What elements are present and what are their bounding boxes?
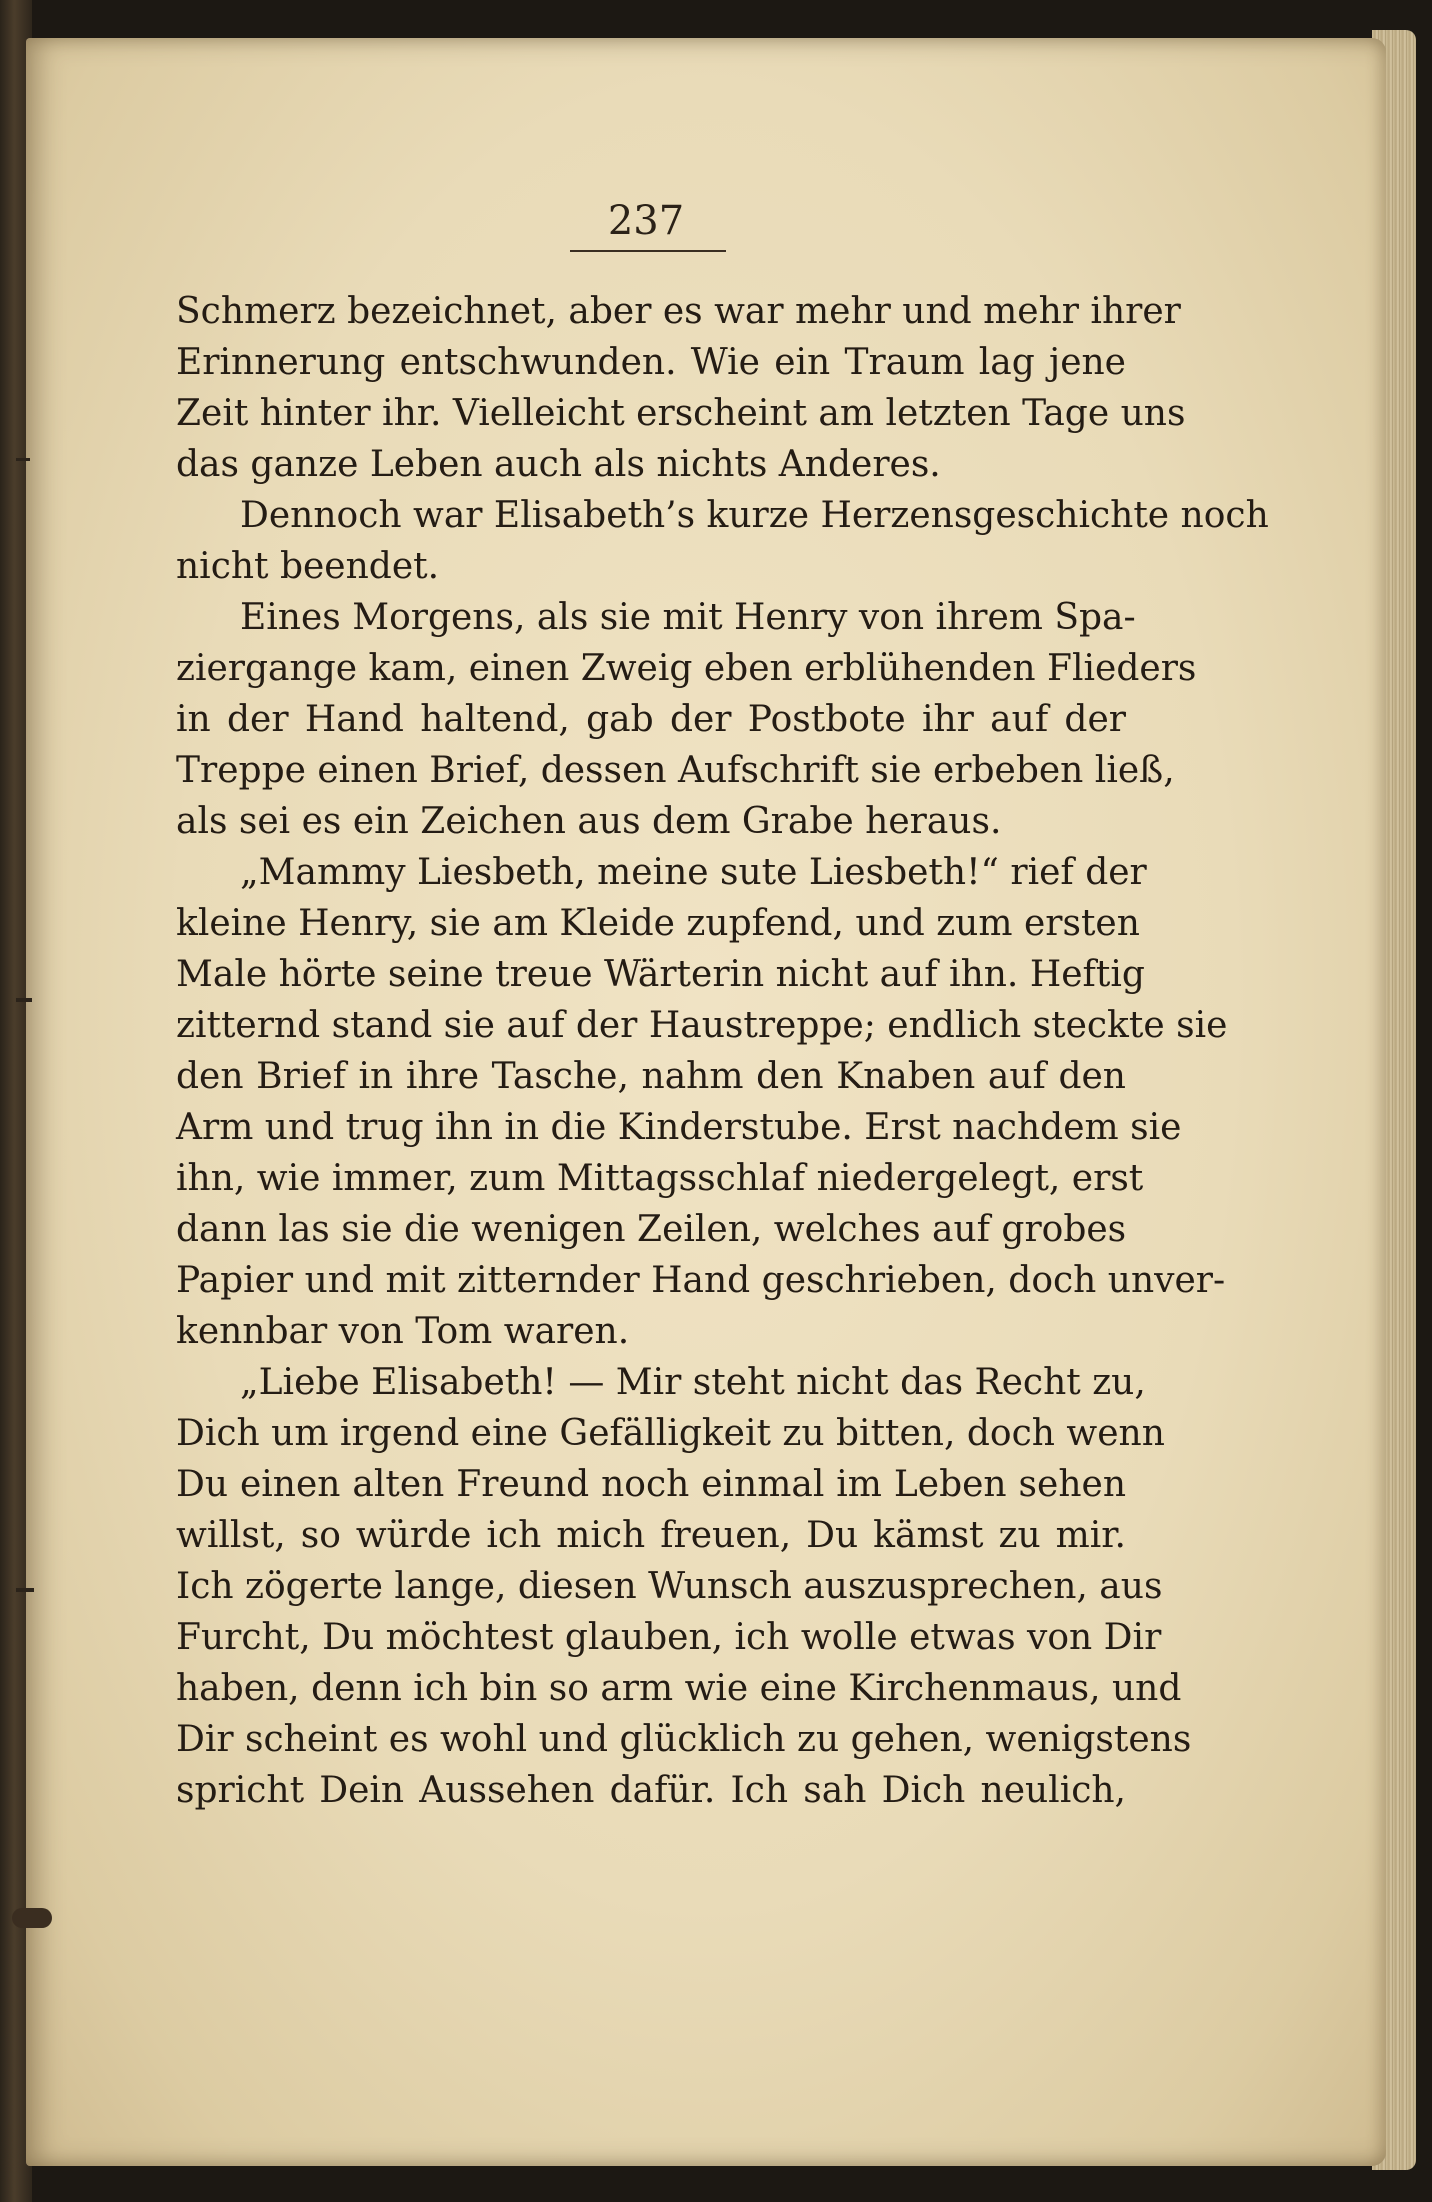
text-line: nicht beendet. bbox=[176, 546, 440, 587]
text-line: „Mammy Liesbeth, meine sute Liesbeth!“ rief der bbox=[240, 852, 1147, 893]
binding-mark bbox=[16, 998, 32, 1002]
text-line: Male hörte seine treue Wärterin nicht auf ihn. Heftig bbox=[176, 954, 1145, 995]
text-line: Eines Morgens, als sie mit Henry von ihrem Spa- bbox=[240, 597, 1136, 638]
binding-mark bbox=[16, 458, 30, 461]
text-line: willst, so würde ich mich freuen, Du kämst zu mir. bbox=[176, 1515, 1126, 1556]
text-line: den Brief in ihre Tasche, nahm den Knaben auf den bbox=[176, 1056, 1126, 1097]
text-line: ziergange kam, einen Zweig eben erblühenden Flieders bbox=[176, 648, 1197, 689]
text-line: dann las sie die wenigen Zeilen, welches auf grobes bbox=[176, 1209, 1127, 1250]
text-line: in der Hand haltend, gab der Postbote ihr auf der bbox=[176, 699, 1126, 740]
text-line: kleine Henry, sie am Kleide zupfend, und zum ersten bbox=[176, 903, 1140, 944]
text-line: kennbar von Tom waren. bbox=[176, 1311, 630, 1352]
text-line: haben, denn ich bin so arm wie eine Kirchenmaus, und bbox=[176, 1668, 1182, 1709]
text-line: spricht Dein Aussehen dafür. Ich sah Dich neulich, bbox=[176, 1770, 1126, 1811]
text-line: Schmerz bezeichnet, aber es war mehr und mehr ihrer bbox=[176, 291, 1181, 332]
text-line: Erinnerung entschwunden. Wie ein Traum lag jene bbox=[176, 342, 1126, 383]
text-line: Furcht, Du möchtest glauben, ich wolle etwas von Dir bbox=[176, 1617, 1162, 1658]
page-number: 237 bbox=[607, 198, 685, 244]
text-line: Treppe einen Brief, dessen Aufschrift sie erbeben ließ, bbox=[176, 750, 1175, 791]
text-line: Zeit hinter ihr. Vielleicht erscheint am letzten Tage uns bbox=[176, 393, 1186, 434]
text-line: ihn, wie immer, zum Mittagsschlaf niedergelegt, erst bbox=[176, 1158, 1144, 1199]
text-line: zitternd stand sie auf der Haustreppe; endlich steckte sie bbox=[176, 1005, 1228, 1046]
text-line: Papier und mit zitternder Hand geschrieben, doch unver- bbox=[176, 1260, 1226, 1301]
header-rule bbox=[570, 250, 726, 252]
body-text bbox=[176, 286, 1269, 1816]
text-line: Dir scheint es wohl und glücklich zu gehen, wenigstens bbox=[176, 1719, 1192, 1760]
binding-mark bbox=[16, 1588, 34, 1592]
text-line: „Liebe Elisabeth! — Mir steht nicht das Recht zu, bbox=[240, 1362, 1146, 1403]
text-line: Arm und trug ihn in die Kinderstube. Erst nachdem sie bbox=[176, 1107, 1182, 1148]
text-line: Ich zögerte lange, diesen Wunsch auszusprechen, aus bbox=[176, 1566, 1163, 1607]
binding-mark bbox=[12, 1908, 52, 1928]
text-line: Du einen alten Freund noch einmal im Leben sehen bbox=[176, 1464, 1126, 1505]
text-line: Dennoch war Elisabeth’s kurze Herzensgeschichte noch bbox=[240, 495, 1269, 536]
text-line: das ganze Leben auch als nichts Anderes. bbox=[176, 444, 941, 485]
text-line: Dich um irgend eine Gefälligkeit zu bitten, doch wenn bbox=[176, 1413, 1165, 1454]
text-line: als sei es ein Zeichen aus dem Grabe heraus. bbox=[176, 801, 1002, 842]
